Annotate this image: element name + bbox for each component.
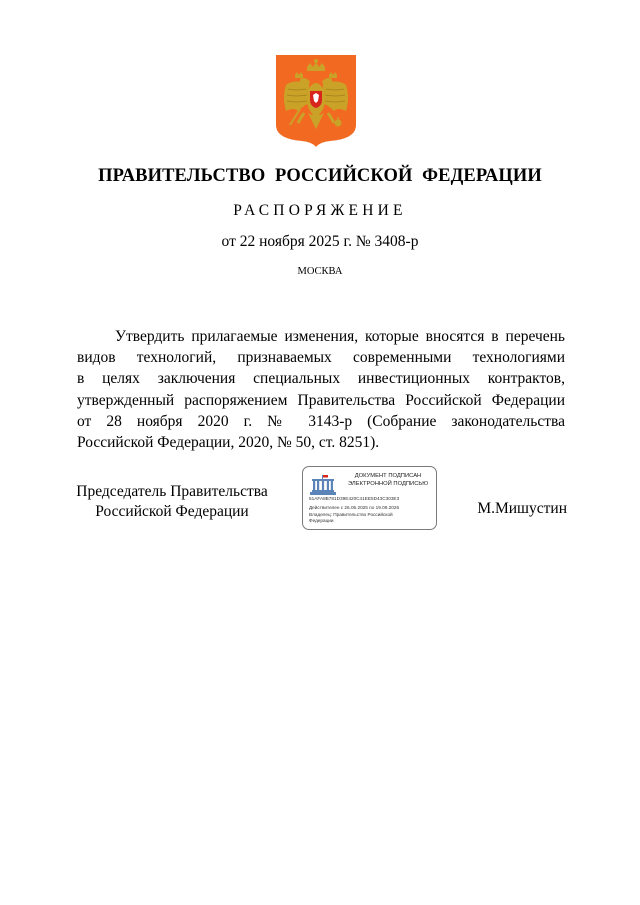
- certificate-number: 51AFA8B781D39E420C41EE5D43C303E3: [309, 496, 400, 501]
- russian-coat-of-arms-icon: [276, 55, 356, 147]
- certificate-owner: [309, 512, 393, 524]
- e-signature-stamp: [302, 466, 437, 530]
- order-text-line: Российской Федерации, 2020, № 50, ст. 8251).: [77, 433, 380, 451]
- document-date-number: от 22 ноября 2025 г. № 3408-р: [221, 233, 419, 250]
- order-text-line: Утвердить прилагаемые изменения, которые вносятся в перечень: [115, 328, 565, 345]
- order-text: [77, 326, 565, 453]
- signatory-name: М.Мишустин: [477, 500, 567, 517]
- e-signature-heading: [341, 473, 435, 488]
- certificate-owner-line: Федерации: [309, 517, 334, 523]
- government-building-icon: [310, 475, 336, 495]
- government-title: ПРАВИТЕЛЬСТВО РОССИЙСКОЙ ФЕДЕРАЦИИ: [98, 166, 542, 186]
- order-text-line: утвержденный распоряжением Правительства Российской Федерации: [77, 391, 565, 409]
- order-text-line: в целях заключения специальных инвестиционных контрактов,: [77, 370, 565, 388]
- document-type: РАСПОРЯЖЕНИЕ: [233, 202, 407, 219]
- e-signature-heading-line: ДОКУМЕНТ ПОДПИСАН: [354, 473, 422, 479]
- e-signature-heading-line: ЭЛЕКТРОННОЙ ПОДПИСЬЮ: [347, 480, 429, 487]
- order-text-line: видов технологий, признаваемых современными технологиями: [77, 349, 565, 367]
- order-text-line: от 28 ноября 2020 г. № 3143-р (Собрание законодательства: [77, 412, 565, 430]
- certificate-owner-line: Владелец: Правительство Российской: [309, 511, 393, 517]
- certificate-validity: Действителен с 26.06.2025 по 19.09.2026: [309, 505, 400, 510]
- document-city: МОСКВА: [297, 266, 343, 277]
- signatory-position: [72, 482, 272, 522]
- signatory-position-line: Председатель Правительства: [76, 483, 268, 500]
- signatory-position-line: Российской Федерации: [95, 503, 249, 520]
